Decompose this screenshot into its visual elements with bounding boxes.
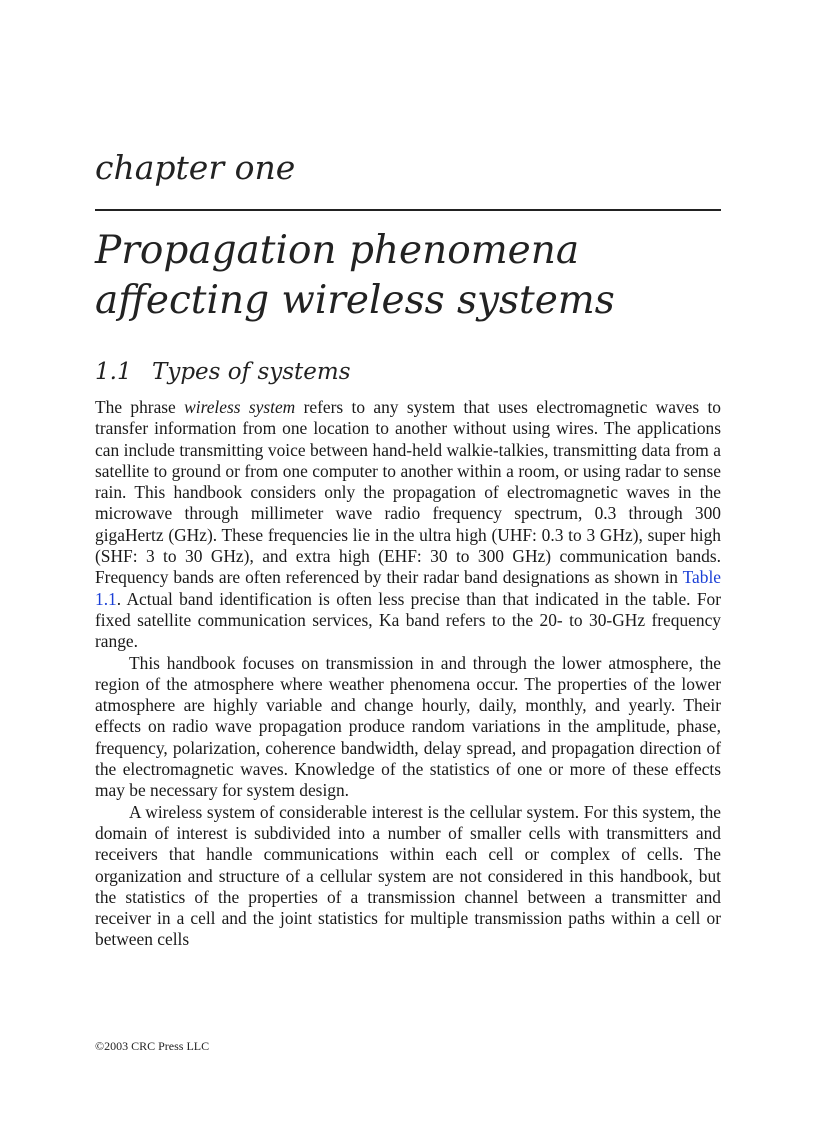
paragraph-2: This handbook focuses on transmission in and through the lower atmosphere, the region of the atmosphere where weather phenomena occur. The properties of the lower atmosphere are highly variable and change hourly, daily, monthly, and yearly. Their effects on radio wave propagation produce random variations in the amplitude, phase, frequency, polarization, coherence bandwidth, delay spread, and propagation direction of the electromagnetic waves. Knowledge of the statistics of one or more of these effects may be necessary for system design. [95,652,721,801]
chapter-title [95,226,735,326]
chapter-divider [95,209,721,211]
section-number: 1.1 [95,359,132,385]
copyright-footer: ©2003 CRC Press LLC [95,1039,210,1053]
paragraph-1 [95,397,721,653]
body-text [95,397,721,951]
chapter-title-line-1: Propagation phenomena [95,228,580,273]
table-1-1-link[interactable]: Table 1.1 [95,567,721,609]
paragraph-3: A wireless system of considerable interest is the cellular system. For this system, the domain of interest is subdivided into a number of smaller cells with transmitters and receivers that handle communications within each cell or complex of cells. The organization and structure of a cellular system are not considered in this handbook, but the statistics of the properties of a transmission channel between a transmitter and receiver in a cell and the joint statistics for multiple transmission paths within a cell or between cells [95,801,721,950]
chapter-title-line-2: affecting wireless systems [95,278,615,323]
paragraph-1-text-c: . Actual band identification is often less precise than that indicated in the table. For fixed satellite communication services, Ka band refers to the 20- to 30-GHz frequency range. [95,588,721,652]
paragraph-1-text-a: The phrase [95,397,185,417]
emphasis-wireless-system: wireless system [184,397,296,417]
chapter-label: chapter one [95,148,296,187]
paragraph-1-text-b: refers to any system that uses electromagnetic waves to transfer information from one location to another without using wires. The applications can include transmitting voice between hand-held walkie-talkies, transmitting data from a satellite to ground or from one computer to another within a room, or using radar to sense rain. This handbook considers only the propagation of electromagnetic waves in the microwave through millimeter wave radio frequency spectrum, 0.3 through 300 gigaHertz (GHz). These frequencies lie in the ultra high (UHF: 0.3 to 3 GHz), super high (SHF: 3 to 30 GHz), and extra high (EHF: 30 to 300 GHz) communication bands. Frequency bands are often referenced by their radar band designations as shown in [95,397,721,588]
section-title: Types of systems [152,359,351,385]
section-heading [95,356,351,388]
